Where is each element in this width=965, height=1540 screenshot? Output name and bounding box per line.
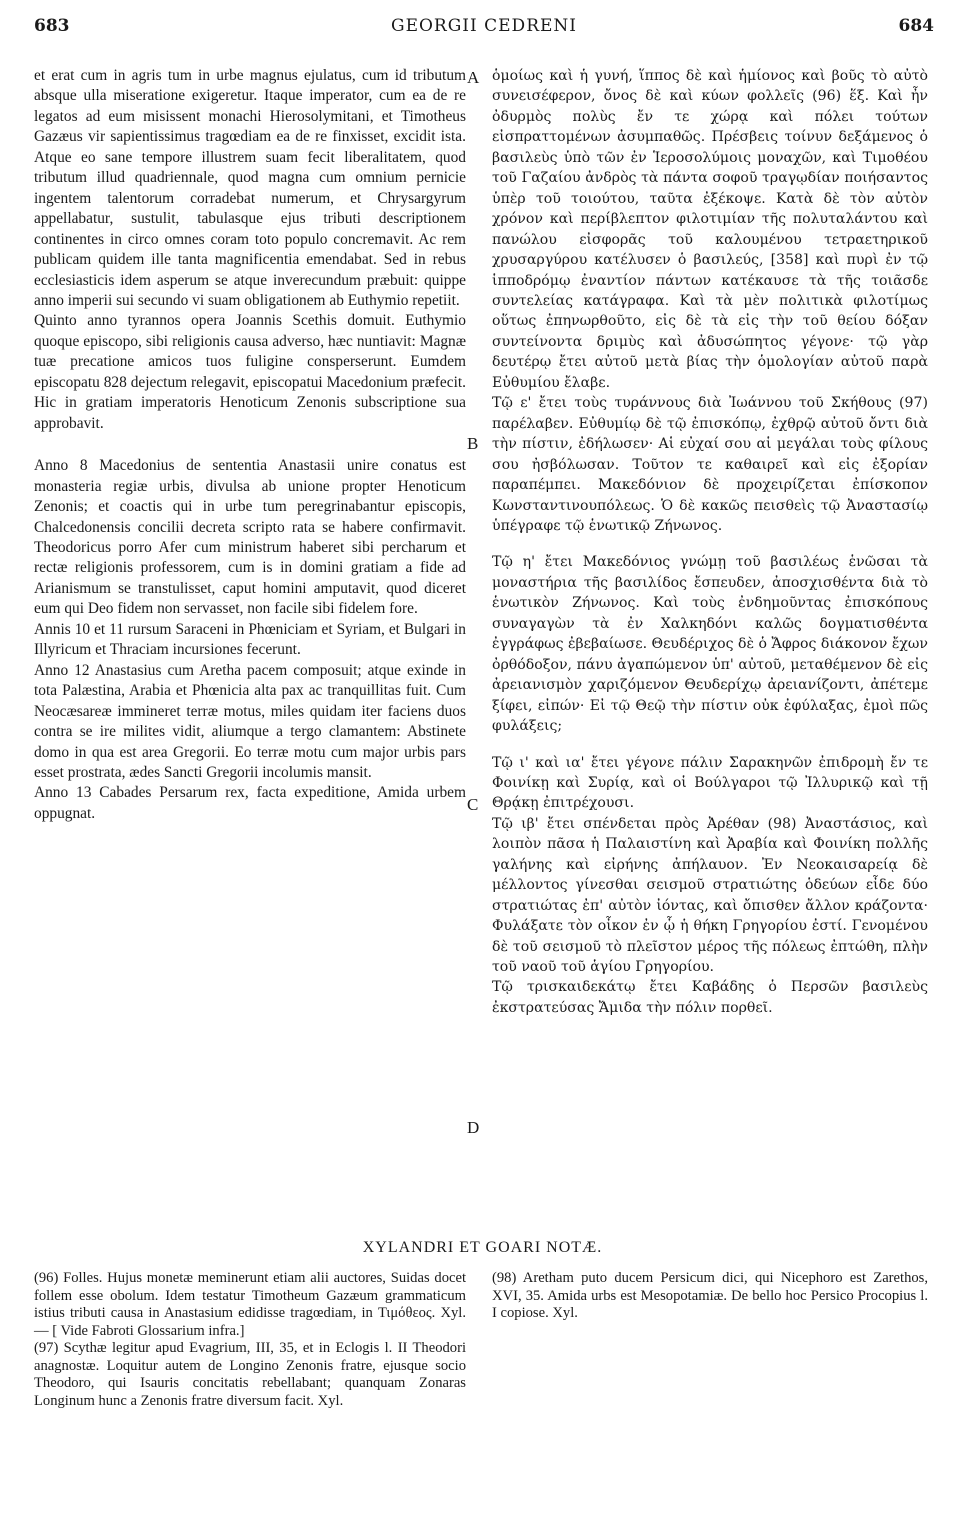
section-marker-c: C <box>467 795 479 814</box>
page-header <box>34 10 934 44</box>
running-title: GEORGII CEDRENI <box>391 16 577 36</box>
notes-column-left <box>34 1270 466 1410</box>
page-number-left: 683 <box>34 16 70 36</box>
section-marker-d: D <box>467 1118 480 1137</box>
greek-paragraph-4: Τῷ ι' καὶ ια' ἔτει γέγονε πάλιν Σαρακηνῶν ἐπιδρομὴ ἔν τε Φοινίκῃ καὶ Συρίᾳ, καὶ οἱ Βούλγαροι τῷ Ἰλλυρικῷ καὶ τῇ Θρᾴκῃ ἐπιτρέχουσι. <box>492 754 928 812</box>
latin-paragraph-3: Anno 8 Macedonius de sententia Anastasii unire conatus est monasteria regiæ urbis, divulsa ab unione propter Henoticum Zenonis; et coactis qui in urbe tum peregrinabantur episcopis, Chalcedonensis concilii decreta scripto rata se habere confirmavit. Theodoricus porro Afer cum ministrum haberet sibi percharum et rectæ religionis professorem, cum is in domini gratiam a fide ad Arianismum se transtulisset, caput homini amputavit, quod diceret eum qui Deo fidem non servasset, non facile sibi fidelem fore. <box>34 457 466 618</box>
latin-paragraph-4: Annis 10 et 11 rursum Saraceni in Phœniciam et Syriam, et Bulgari in Illyricum et Thraciam incursiones fecerunt. <box>34 620 466 659</box>
latin-paragraph-2: Quinto anno tyrannos opera Joannis Scethis domuit. Euthymio quoque episcopo, sibi religionis causa adverso, hæc nuntiavit: Magnæ tuæ precatione amicos tuos fuligine consperserunt. Eumdem episcopatu 828 dejectum relegavit, episcopatui Macedonium præfecit. Hic in gratiam imperatoris Henoticum Zenonis subscriptione sua approbavit. <box>34 312 466 432</box>
note-98: (98) Aretham puto ducem Persicum dici, qui Nicephoro est Zarethos, XVI, 35. Amida urbs est Mesopotamiæ. De bello hoc Persico Procopius l. I copiose. Xyl. <box>492 1270 928 1321</box>
note-96: (96) Folles. Hujus monetæ meminerunt etiam alii auctores, Suidas docet follem esse obolum. Idem testatur Timotheum Gazæum grammaticum istius tributi causa in Anastasium edidisse tragœdiam, in Τιμόθεος. Xyl. — [ Vide Fabroti Glossarium infra.] <box>34 1270 466 1339</box>
latin-paragraph-1: et erat cum in agris tum in urbe magnus ejulatus, cum id tributum absque ulla miseratione exigeretur. Itaque imperator, cum ea de re legatos ad eum misissent monachi Hierosolymitani, et Timotheus Gazæus vir sapientissimus tragœdiam ea de re finxisset, excidit ista. Atque eo sane tempore illustrem suam fecit liberalitatem, quod tributum illud quadriennale, quod magna cum omnium pernicie ingentem talentorum corradebat numerum, et Chrysargyrum appellabatur, sustulit, tabulasque ejus tributi descriptionem continentes in circo omnes coram toto populo concremavit. Ac rem publicam quidem ille tanta magnificentia emendabat. Sed in rebus ecclesiasticis idem asperum se atque inverecundum præbuit: quippe anno imperii sui secundo vi suam obligationem ab Euthymio repetiit. <box>34 67 466 309</box>
greek-paragraph-6: Τῷ τρισκαιδεκάτῳ ἔτει Καβάδης ὁ Περσῶν βασιλεὺς ἐκστρατεύσας Ἄμιδα τὴν πόλιν πορθεῖ. <box>492 979 928 1016</box>
greek-paragraph-3: Τῷ η' ἔτει Μακεδόνιος γνώμῃ τοῦ βασιλέως ἑνῶσαι τὰ μοναστήρια τῆς βασιλίδος ἔσπευδεν, ἀποσχισθέντα διὰ τὸ ἑνωτικὸν Ζήνωνος. Καὶ τοὺς ἐνδημοῦντας ἐπισκόπους συναγαγὼν τὰ ἐν Χαλκηδόνι καλῶς δογματισθέντα ἐγγράφως ἐβεβαίωσε. Θευδέριχος δὲ ὁ Ἄφρος διάκονον ἔχων ὀρθόδοξον, πάνυ ἀγαπώμενον ὑπ' αὐτοῦ, μεταθέμενον δὲ εἰς ἀρειανισμὸν χαριζόμενον Θευδερίχῳ ἀρειανίζοντι, ἀπέτεμε ξίφει, εἰπών· Εἰ τῷ Θεῷ τὴν πίστιν οὐκ ἐφύλαξας, ἐμοὶ πῶς φυλάξεις; <box>492 554 928 735</box>
greek-paragraph-1: ὁμοίως καὶ ἡ γυνή, ἵππος δὲ καὶ ἡμίονος καὶ βοῦς τὸ αὐτὸ συνεισέφερον, ὄνος δὲ καὶ κύων φολλεῖς (96) ἕξ. Καὶ ἦν ὀδυρμὸς πολὺς ἔν τε χώρᾳ καὶ πόλει τούτων εἰσπραττομένων ἀσυμπαθῶς. Πρέσβεις τοίνυν δεξάμενος ὁ βασιλεὺς ὑπὸ τῶν ἐν Ἱεροσολύμοις μοναχῶν, καὶ Τιμοθέου τοῦ Γαζαίου ἀνδρὸς τὰ πάντα σοφοῦ τραγῳδίαν ποιήσαντος ὑπὲρ τοῦ τοιούτου, ταῦτα ἐξέκοψε. Κατὰ δὲ τὸν αὐτὸν χρόνον καὶ περίβλεπτον φιλοτιμίαν τῆς πολυταλάντου καὶ πανώλου εἰσφορᾶς τοῦ καλουμένου τετραετηρικοῦ χρυσαργύρου κατέλυσεν ὁ βασιλεύς, [358] καὶ πυρὶ ἐν τῷ ἱπποδρόμῳ ἐναντίον πάντων κατέκαυσε τὰ τῆς τοιᾶσδε συντελείας κατάγραφα. Καὶ τὰ μὲν πολιτικὰ φιλοτίμως οὕτως ἐπηνωρθοῦτο, εἰς δὲ τὰ εἰς τὴν τοῦ θείου δόξαν συντείνοντα δριμὺς καὶ ἀδυσώπητος γέγονε· τῷ γὰρ δευτέρῳ ἔτει αὐτοῦ μετὰ βίας τὴν ὁμολογίαν αὐτοῦ παρὰ Εὐθυμίου ἔλαβε. <box>492 68 928 391</box>
latin-paragraph-6: Anno 13 Cabades Persarum rex, facta expeditione, Amida urbem oppugnat. <box>34 784 466 822</box>
section-marker-b: B <box>467 434 479 453</box>
note-97: (97) Scythæ legitur apud Evagrium, III, 35, et in Eclogis l. II Theodori anagnostæ. Loquitur autem de Longino Zenonis fratre, ejusque socio Theodoro, qui Isauris concitatis rebellabant; quanquam Zonaras Longinum hunc a Zenonis fratre diversum facit. Xyl. <box>34 1340 466 1409</box>
notes-column-right <box>492 1270 928 1323</box>
notes-heading: XYLANDRI ET GOARI NOTÆ. <box>362 1239 603 1256</box>
greek-paragraph-2: Τῷ ε' ἔτει τοὺς τυράννους διὰ Ἰωάννου τοῦ Σκήθους (97) παρέλαβεν. Εὐθυμίῳ δὲ τῷ ἐπισκόπῳ, ἐχθρῷ αὐτοῦ ὄντι διὰ τὴν πίστιν, ἐδήλωσεν· Αἱ εὐχαί σου αἱ μεγάλαι τοὺς φίλους σου ἠσβόλωσαν. Τοῦτον τε καθαιρεῖ καὶ εἰς ἐξορίαν παραπέμπει. Μακεδόνιον δὲ προχειρίζεται ἐπίσκοπον Κωνσταντινουπόλεως. Ὁ δὲ κακῶς πεισθεὶς τῷ Ἀναστασίῳ ὑπέγραφε τῷ ἑνωτικῷ Ζήνωνος. <box>492 395 928 534</box>
latin-paragraph-5: Anno 12 Anastasius cum Aretha pacem composuit; atque exinde in tota Palæstina, Arabia et Phœnicia alta pax ac tranquillitas fuit. Cum Neocæsareæ immineret terræ motus, miles quidam iter faciens duos contra se ire milites vidit, aliumque a tergo clamantem: Abstinete domo in qua est area Gregorii. Eo terræ motu cum major urbis pars esset prostrata, ædes Sancti Gregorii incolumis mansit. <box>34 661 466 781</box>
section-marker-a: A <box>467 68 480 87</box>
greek-column <box>492 66 928 1018</box>
page-number-right: 684 <box>898 16 934 36</box>
latin-column <box>34 66 466 824</box>
greek-paragraph-5: Τῷ ιβ' ἔτει σπένδεται πρὸς Ἀρέθαν (98) Ἀναστάσιος, καὶ λοιπὸν πᾶσα ἡ Παλαιστίνη καὶ Ἀραβία καὶ Φοινίκη πολλῆς γαλήνης καὶ εἰρήνης ἀπήλαυον. Ἐν Νεοκαισαρείᾳ δὲ μέλλοντος γίνεσθαι σεισμοῦ στρατιώτης ὁδεύων εἶδε δύο στρατιώτας ἐπ' αὐτὸν ἰόντας, καὶ ὄπισθεν ἄλλον κράζοντα· Φυλάξατε τὸν οἶκον ἐν ᾧ ἡ θήκη Γρηγορίου ἐστί. Γενομένου δὲ τοῦ σεισμοῦ τὸ πλεῖστον μέρος τῆς πόλεως ἐπτώθη, πλὴν τοῦ ναοῦ τοῦ ἁγίου Γρηγορίου. <box>492 815 928 976</box>
